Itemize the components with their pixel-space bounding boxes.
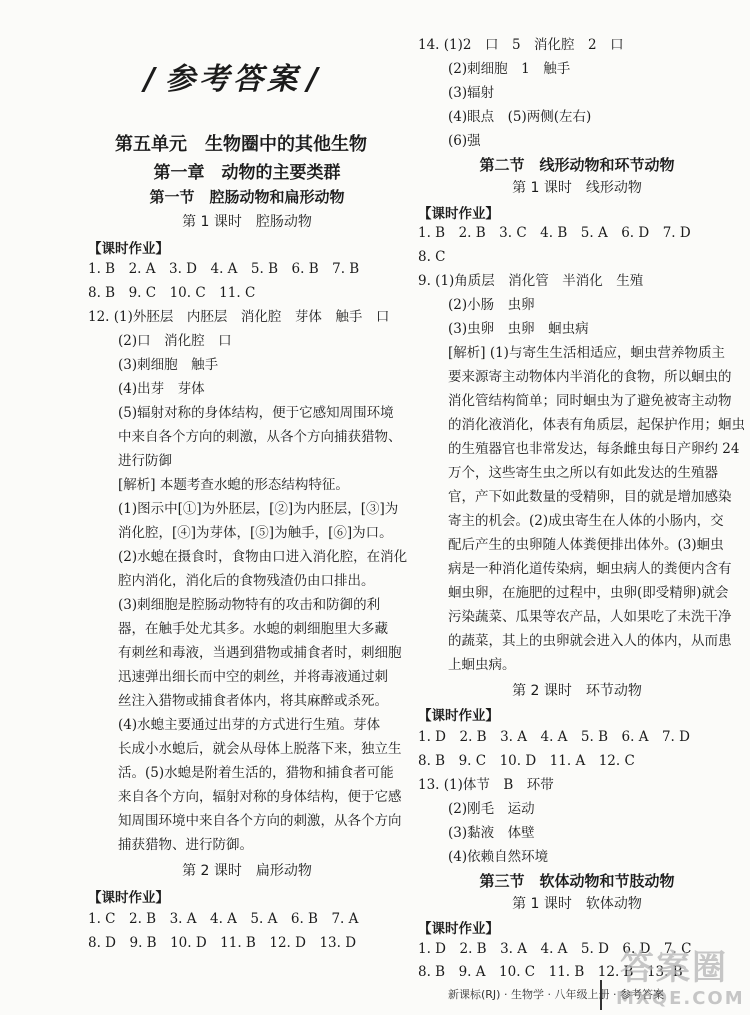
answer-line: (4)眼点 (5)两侧(左右) [448, 109, 592, 125]
answer-line: (4)出芽 芽体 [118, 381, 205, 397]
answer-line: 12. (1)外胚层 内胚层 消化腔 芽体 触手 口 [88, 309, 390, 325]
answer-line: 9. (1)角质层 消化管 半消化 生殖 [418, 273, 644, 289]
answer-line: 1. B 2. B 3. C 4. B 5. A 6. D 7. D [418, 225, 691, 241]
answer-line: 8. B 9. C 10. D 11. A 12. C [418, 753, 635, 769]
explanation-line: 有刺丝和毒液，当遇到猎物或捕食者时，刺细胞 [118, 645, 402, 661]
explanation-line: 要来源寄主动物体内半消化的食物，所以蛔虫的 [448, 369, 732, 385]
answer-line: 1. D 2. B 3. A 4. A 5. D 6. D 7. C [418, 941, 692, 957]
section-title: 第一节 腔肠动物和扁形动物 [149, 188, 345, 206]
answer-line: (3)辐射 [448, 85, 495, 101]
explanation-line: 的生殖器官也非常发达，每条雌虫每日产卵约 24 [448, 441, 740, 457]
answer-line: (2)口 消化腔 口 [118, 333, 232, 349]
section-title: 第二节 线形动物和环节动物 [479, 156, 675, 174]
explanation-line: 官，产下如此数量的受精卵，目的就是增加感染 [448, 489, 732, 505]
page-footer: 新课标(RJ) · 生物学 · 八年级上册 · 参考答案 [448, 988, 664, 1001]
answer-line: (4)依赖自然环境 [448, 849, 549, 865]
explanation-line: (4)水螅主要通过出芽的方式进行生殖。芽体 [118, 717, 381, 733]
explanation-line: (3)刺细胞是腔肠动物特有的攻击和防御的利 [118, 597, 381, 613]
homework-tag: 【课时作业】 [418, 921, 499, 937]
explanation-line: 污染蔬菜、瓜果等农产品，人如果吃了未洗干净 [448, 609, 732, 625]
answer-line: 8. D 9. B 10. D 11. B 12. D 13. D [88, 935, 357, 951]
watermark-text: 答案圈 [620, 948, 728, 988]
page-title [128, 60, 338, 100]
explanation-line: 上蛔虫病。 [448, 657, 516, 673]
answer-line: 1. D 2. B 3. A 4. A 5. B 6. A 7. D [418, 729, 690, 745]
answer-line: (3)黏液 体壁 [448, 825, 535, 841]
explanation-line: 丝注入猎物或捕食者体内，将其麻醉或杀死。 [118, 693, 388, 709]
answer-line: 13. (1)体节 B 环带 [418, 777, 554, 793]
explanation-line: 消化腔，[④]为芽体，[⑤]为触手，[⑥]为口。 [118, 525, 393, 541]
answer-line: 中来自各个方向的刺激，从各个方向捕获猎物、 [118, 429, 402, 445]
answer-line: (2)刚毛 运动 [448, 801, 535, 817]
homework-tag: 【课时作业】 [88, 241, 169, 257]
watermark-url: MXQE.COM [616, 988, 745, 1009]
explanation-line: 的蔬菜，其上的虫卵就会进入人的体内，从而患 [448, 633, 732, 649]
explanation-line: 活。(5)水螅是附着生活的，猎物和捕食者可能 [118, 765, 394, 781]
lesson-title: 第 1 课时 软体动物 [512, 896, 642, 912]
explanation-line: (2)水螅在摄食时，食物由口进入消化腔，在消化 [118, 549, 408, 565]
explanation-line: 消化管结构简单；同时蛔虫为了避免被寄主动物 [448, 393, 732, 409]
explanation-line: 蛔虫卵，在施肥的过程中，虫卵(即受精卵)就会 [448, 585, 729, 601]
watermark [610, 940, 750, 1015]
explanation-line: 长成小水螅后，就会从母体上脱落下来，独立生 [118, 741, 402, 757]
explanation-line: [解析] 本题考查水螅的形态结构特征。 [118, 477, 349, 493]
answer-line: (2)刺细胞 1 触手 [448, 61, 571, 77]
unit-title: 第五单元 生物圈中的其他生物 [115, 134, 367, 155]
explanation-line: [解析] (1)与寄生生活相适应，蛔虫营养物质主 [448, 345, 725, 361]
answer-line: (6)强 [448, 133, 481, 149]
title-slash-left: / [144, 62, 159, 97]
explanation-line: (1)图示中[①]为外胚层，[②]为内胚层，[③]为 [118, 501, 399, 517]
homework-tag: 【课时作业】 [418, 206, 499, 222]
explanation-line: 配后产生的虫卵随人体粪便排出体外。(3)蛔虫 [448, 537, 724, 553]
answer-line: 1. C 2. B 3. A 4. A 5. A 6. B 7. A [88, 911, 359, 927]
explanation-line: 捕获猎物、进行防御。 [118, 837, 253, 853]
answer-line: 8. B 9. C 10. C 11. C [88, 285, 256, 301]
explanation-line: 的消化液消化，体表有角质层，起保护作用；蛔虫 [448, 417, 745, 433]
answer-line: 14. (1)2 口 5 消化腔 2 口 [418, 37, 624, 53]
lesson-title: 第 1 课时 腔肠动物 [182, 214, 312, 230]
homework-tag: 【课时作业】 [418, 708, 499, 724]
answer-line: (5)辐射对称的身体结构，便于它感知周围环境 [118, 405, 394, 421]
explanation-line: 万个，这些寄生虫之所以有如此发达的生殖器 [448, 465, 718, 481]
answer-line: 进行防御 [118, 453, 172, 469]
explanation-line: 来自各个方向，辐射对称的身体结构，便于它感 [118, 789, 402, 805]
answer-line: 1. B 2. A 3. D 4. A 5. B 6. B 7. B [88, 261, 360, 277]
lesson-title: 第 1 课时 线形动物 [512, 180, 642, 196]
answer-line: (3)虫卵 虫卵 蛔虫病 [448, 321, 589, 337]
explanation-line: 迅速弹出细长而中空的刺丝，并将毒液通过刺 [118, 669, 388, 685]
explanation-line: 腔内消化，消化后的食物残渣仍由口排出。 [118, 573, 375, 589]
section-title: 第三节 软体动物和节肢动物 [479, 872, 675, 890]
explanation-line: 寄主的机会。(2)成虫寄生在人体的小肠内，交 [448, 513, 724, 529]
homework-tag: 【课时作业】 [88, 890, 169, 906]
answer-line: (3)刺细胞 触手 [118, 357, 219, 373]
lesson-title: 第 2 课时 扁形动物 [182, 863, 312, 879]
explanation-line: 病是一种消化道传染病，蛔虫病人的粪便内含有 [448, 561, 732, 577]
answer-line: 8. C [418, 249, 446, 265]
lesson-title: 第 2 课时 环节动物 [512, 683, 642, 699]
explanation-line: 知周围环境中来自各个方向的刺激，从各个方向 [118, 813, 402, 829]
chapter-title: 第一章 动物的主要类群 [153, 163, 341, 183]
answer-line: (2)小肠 虫卵 [448, 297, 535, 313]
answer-line: 8. B 9. A 10. C 11. B 12. B 13. B [418, 964, 683, 980]
page-title-text: 参考答案 [165, 62, 301, 97]
explanation-line: 器，在触手处尤其多。水螅的刺细胞里大多藏 [118, 621, 388, 637]
title-slash-right: / [307, 62, 322, 97]
